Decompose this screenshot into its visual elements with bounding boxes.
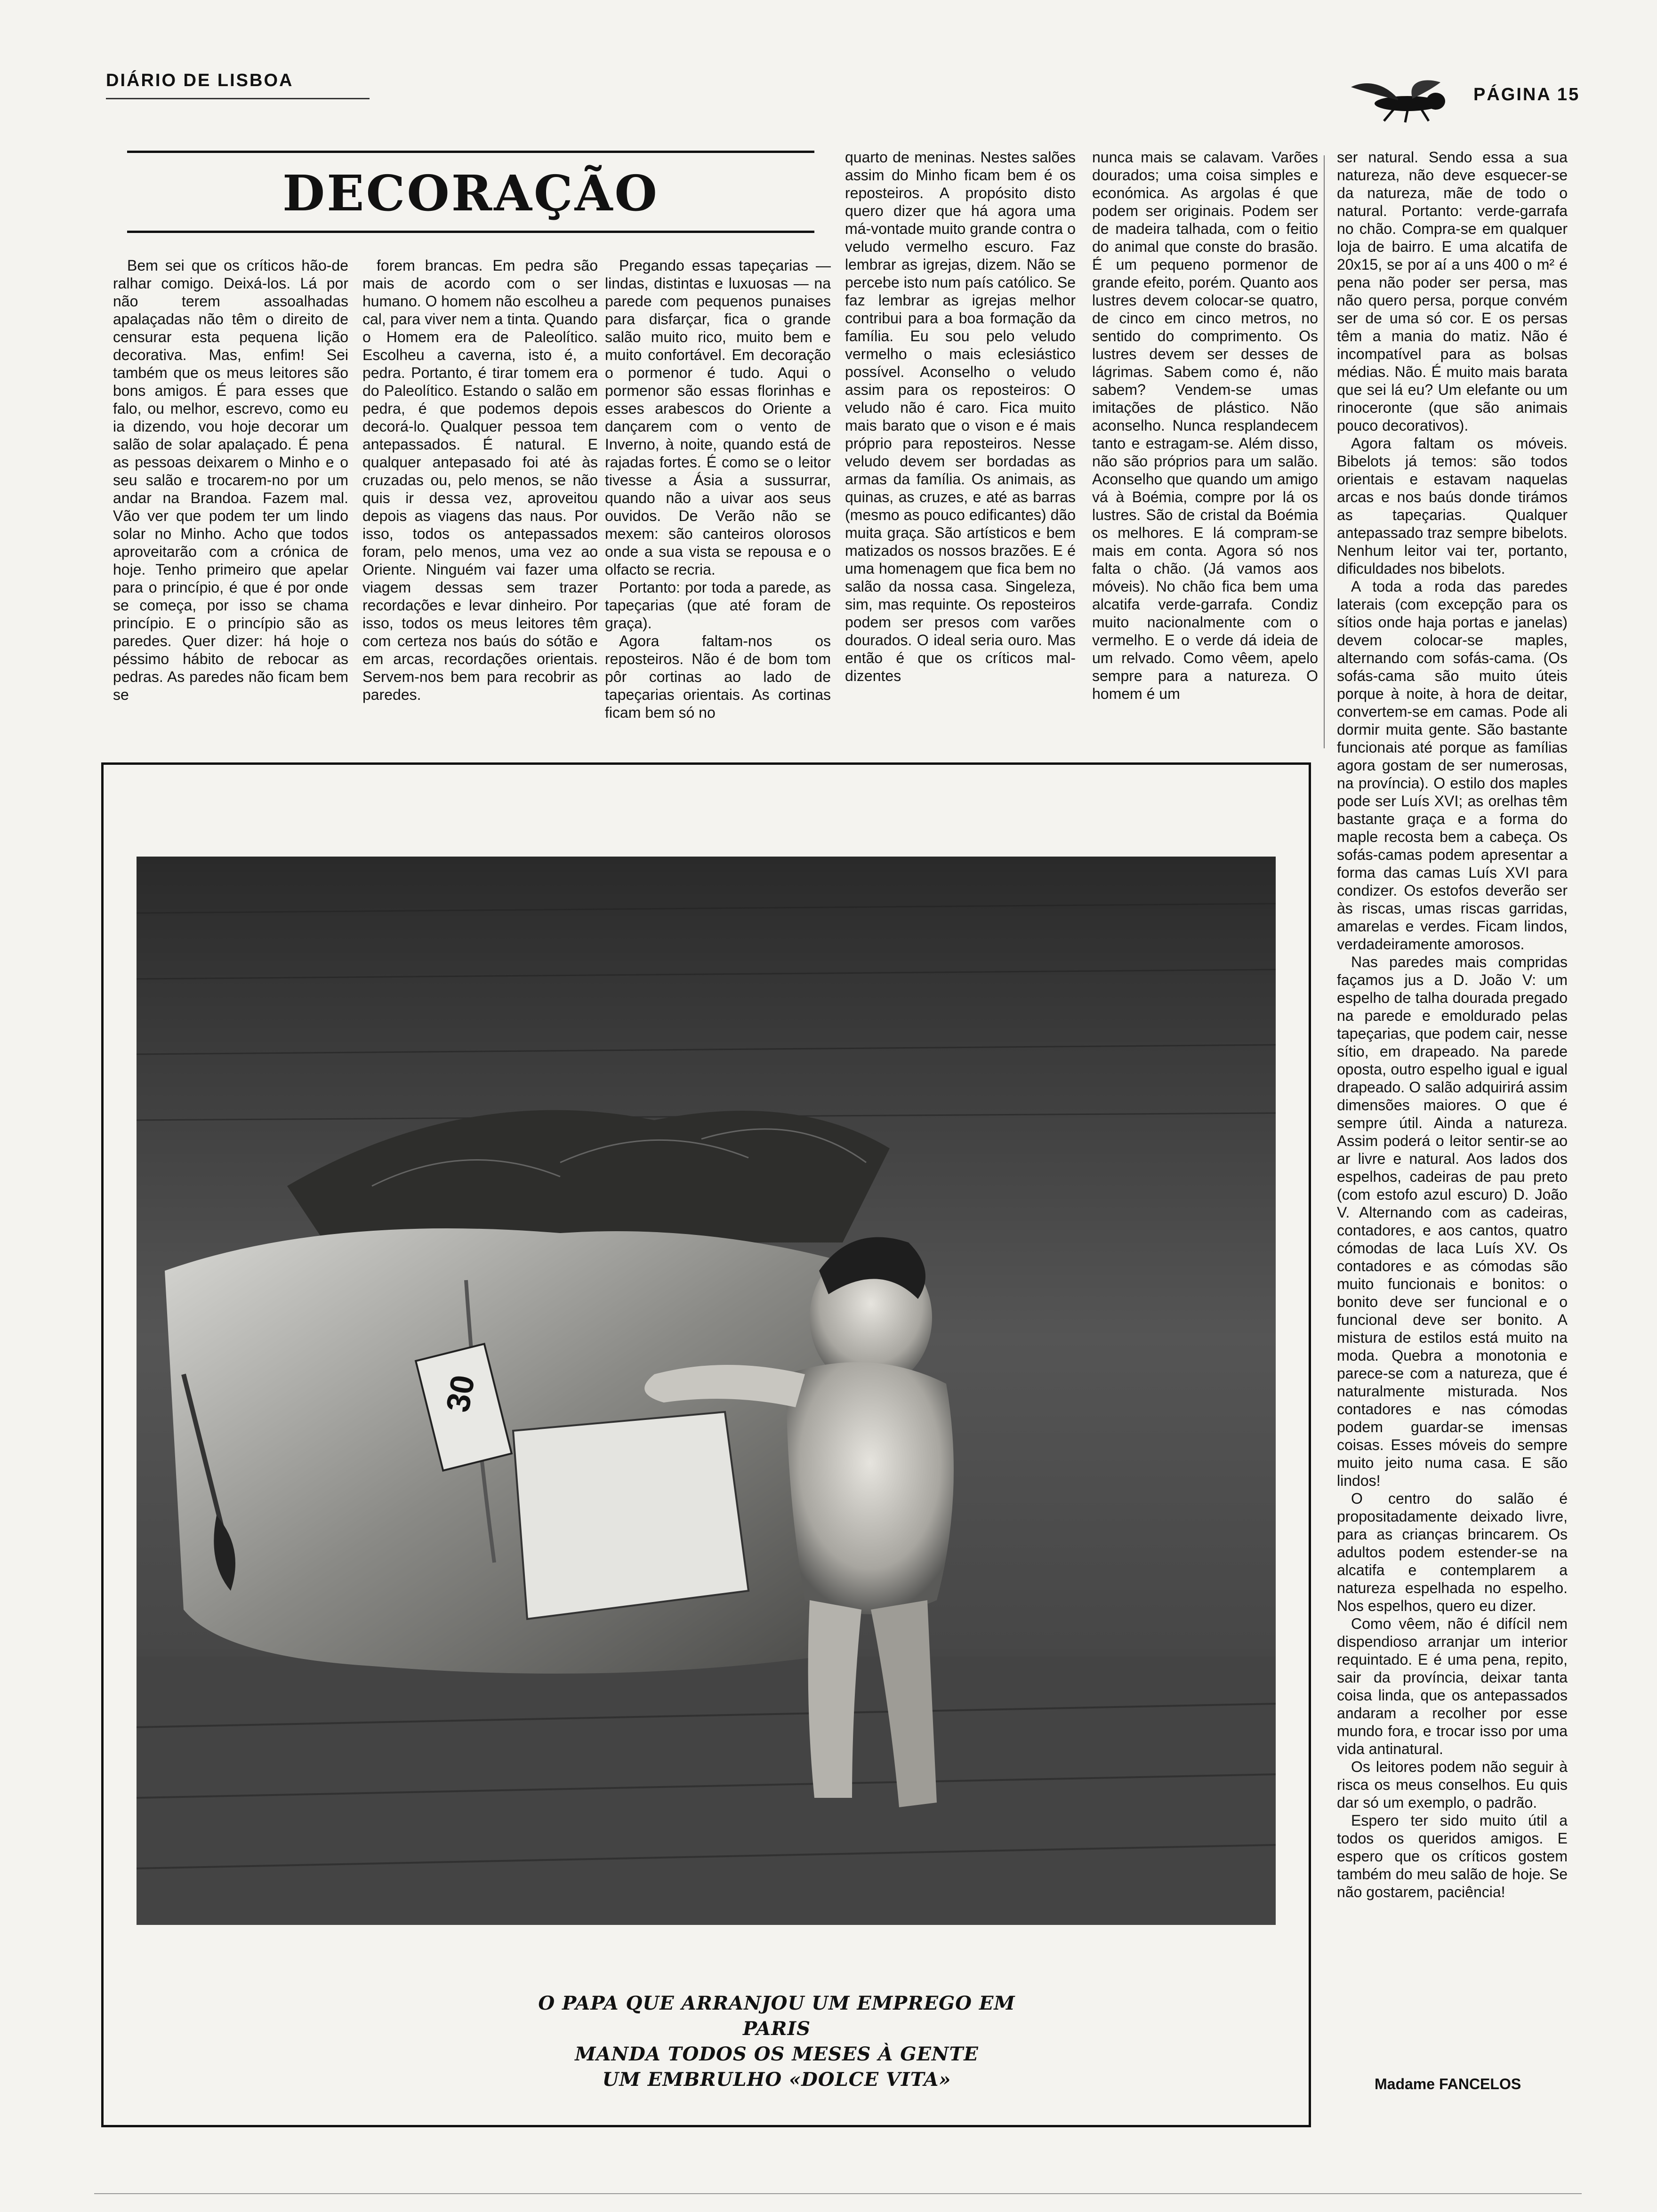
caption-line: MANDA TODOS OS MESES À GENTE [575,2043,979,2065]
paragraph: A toda a roda das paredes laterais (com excepção para os sítios onde haja portas e janelas) devem colocar-se maples, alternando com sofás-cama. (Os sofás-cama são muito úteis porque à noite, à hora de deitar, convertem-se em camas. Pode ali dormir muita gente. São bastante funcionais até porque as famílias agora gostam de ser numerosas, na província). O estilo dos maples pode ser Luís XVI; as orelhas têm bastante graça e a forma do maple recosta bem a cabeça. Os sofás-camas podem apresentar a forma das camas Luís XVI para condizer. Os estofos deverão ser às riscas, umas riscas garridas, amarelas e verdes. Ficam lindos, verdadeiramente amorosos. [1337,578,1568,953]
paragraph: Agora faltam-nos os reposteiros. Não é de bom tom pôr cortinas ao lado de tapeçarias orientais. As cortinas ficam bem só no [605,633,831,721]
paragraph: Portanto: por toda a parede, as tapeçarias (que até foram de graça). [605,579,831,632]
article-column-5 [1092,148,1318,751]
paragraph: nunca mais se calavam. Varões dourados; uma coisa simples e económica. As argolas é que podem ser originais. Podem ser de madeira talhada, com o feitio do animal que conste do brasão. É um pequeno pormenor de grande efeito, porém. Quanto aos lustres devem colocar-se quatro, de cinco em cinco metros, no sentido do comprimento. Os lustres devem ser desses de lágrimas. Sabem como é, não sabem? Vendem-se umas imitações de plástico. Não aconselho. Nunca resplandecem tanto e estragam-se. Além disso, não são próprios para um salão. Aconselho que quando um amigo vá à Boémia, compre por lá os lustres. São de cristal da Boémia os melhores. E lá compram-se mais em conta. Agora só nos falta o chão. (Já vamos aos móveis). No chão fica bem uma alcatifa verde-garrafa. Condiz muito nacionalmente com o vermelho. E o verde dá ideia de um relvado. Como vêem, apelo sempre para a natureza. O homem é um [1092,149,1318,702]
price-tag: 30 [439,1372,482,1415]
article-title: DECORAÇÃO [282,164,659,222]
fly-icon [1346,78,1459,125]
paragraph: forem brancas. Em pedra são mais de acordo com o ser humano. O homem não escolheu a cal, para viver nem a tinta. Quando o Homem era de Paleolítico. Escolheu a caverna, isto é, a pedra. Portanto, é tirar tomem era do Paleolítico. Estando o salão em pedra, é que podemos depois decorá-lo. Qualquer pessoa tem antepassados. É natural. E qualquer antepasado foi até às cruzadas ou, pelo menos, se não quis ir dessa vez, aproveitou depois as viagens das naus. Por isso, todos os antepassados foram, pelo menos, uma vez ao Oriente. Ninguém vai fazer uma viagem dessas sem trazer recordações e levar dinheiro. Por isso, todos os meus leitores têm com certeza nos baús do sótão e em arcas, recordações orientais. Servem-nos bem para recobrir as paredes. [362,257,598,703]
paragraph: Nas paredes mais compridas façamos jus a D. João V: um espelho de talha dourada pregado na parede e emoldurado pelas tapeçarias, que podem cair, nesse sítio, em drapeado. Na parede oposta, outro espelho igual e igual drapeado. O salão adquirirá assim dimensões maiores. O que é sempre útil. Ainda a natureza. Assim poderá o leitor sentir-se ao ar livre e natural. Aos lados dos espelhos, cadeiras de pau preto (com estofo azul escuro) D. João V. Alternando com as cadeiras, contadores, e aos cantos, quatro cómodas de laca Luís XV. Os contadores e as cómodas são muito funcionais e bonitos: o bonito deve ser funcional e o funcional deve ser bonito. A mistura de estilos está muito na moda. Quebra a monotonia e parece-se com a natureza, que é naturalmente misturada. Nos contadores e nas cómodas podem guardar-se imensas coisas. Esses móveis do sempre muito jeito numa casa. E são lindos! [1337,954,1568,1489]
title-rule-top [127,151,814,153]
photo-child-with-parcel [137,857,1276,1925]
article-column-4 [845,148,1076,751]
title-rule-bottom [127,231,814,233]
column-divider [1324,155,1325,748]
article-column-6 [1337,148,1568,2073]
paragraph: Agora faltam os móveis. Bibelots já temos: são todos orientais e estavam naquelas arcas e nos baús donde tirámos as tapeçarias. Qualquer antepassado traz sempre bibelots. Nenhum leitor vai ter, portanto, dificuldades nos bibelots. [1337,435,1568,577]
paragraph: quarto de meninas. Nestes salões assim do Minho ficam bem é os reposteiros. A propósito disto quero dizer que há agora uma má-vontade muito grande contra o veludo vermelho escuro. Faz lembrar as igrejas, dizem. Não se percebe isto num país católico. Se faz lembrar as igrejas melhor contribui para a boa formação da família. Eu sou pelo veludo vermelho o mais eclesiástico possível. Aconselho o veludo assim para os reposteiros: O veludo não é caro. Fica muito mais barato que o vison e é mais próprio para reposteiros. Nesse veludo devem ser bordadas as armas da família. Os animais, as quinas, as cruzes, e até as barras (mesmo as pouco edificantes) dão muita graça. São artísticos e bem matizados os nossos brazões. E é uma homenagem que fica bem no salão da nossa casa. Singeleza, sim, mas requinte. Os reposteiros podem ser presos com varões dourados. O ideal seria ouro. Mas então é que os críticos mal-dizentes [845,149,1076,684]
masthead-paper-name: DIÁRIO DE LISBOA [106,71,294,90]
photo-caption [518,1991,1036,2092]
author-signature: Madame FANCELOS [1375,2076,1521,2092]
paragraph: Os leitores podem não seguir à risca os meus conselhos. Eu quis dar só um exemplo, o padrão. [1337,1758,1568,1811]
article-column-1 [113,256,348,751]
caption-line: UM EMBRULHO «DOLCE VITA» [602,2068,951,2091]
masthead-page-label: PÁGINA 15 [1473,85,1580,104]
paragraph: ser natural. Sendo essa a sua natureza, não deve esquecer-se da natureza, mãe de todo o natural. Portanto: verde-garrafa no chão. Compra-se em qualquer loja de bairro. E uma alcatifa de 20x15, se por aí a uns 400 o m² é pena não poder ser persa, mas não quero persa, porque convém ser de uma só cor. E os persas têm a mania do matiz. Não é incompatível para as bolsas médias. Não. É muito mais barata que sei lá eu? Um elefante ou um rinoceronte (que são animais pouco decorativos). [1337,149,1568,434]
article-column-3 [605,256,831,751]
paragraph: Espero ter sido muito útil a todos os queridos amigos. E espero que os críticos gostem também do meu salão de hoje. Se não gostarem, paciência! [1337,1812,1568,1900]
page-bottom-rule [94,2193,1582,2194]
paragraph: Pregando essas tapeçarias — lindas, distintas e luxuosas — na parede com pequenos punaises para disfarçar, fica o grande salão muito rico, muito bem e muito confortável. Em decoração o pormenor é tudo. Aqui o pormenor são essas florinhas e esses arabescos do Oriente a dançarem com o vento de Inverno, à noite, quando está de rajadas fortes. É como se o leitor tivesse a Ásia a sussurrar, quando não a uivar aos seus ouvidos. De Verão não se mexem: são canteiros olorosos onde a sua vista se repousa e o olfacto se recria. [605,257,831,578]
masthead-rule [106,98,370,99]
paragraph: Como vêem, não é difícil nem dispendioso arranjar um interior requintado. E é uma pena, repito, sair da província, deixar tanta coisa linda, que os antepassados andaram a recolher por esse mundo fora, e trocar isso por uma vida antinatural. [1337,1615,1568,1757]
article-column-2 [362,256,598,751]
paragraph: Bem sei que os críticos hão-de ralhar comigo. Deixá-los. Lá por não terem assoalhadas apalaçadas não têm o direito de censurar esta pequena lição decorativa. Mas, enfim! Sei também que os meus leitores são bons amigos. É para esses que falo, ou melhor, escrevo, como eu ia dizendo, vou hoje decorar um salão de solar apalaçado. É pena as pessoas deixarem o Minho e o seu salão e trocarem-no por um andar na Brandoa. Fazem mal. Vão ver que podem ter um lindo solar no Minho. Acho que todos aproveitarão com a crónica de hoje. Tenho primeiro que apelar para o princípio, é que é por onde se começa, por isso se chama princípio. E o princípio são as paredes. Quer dizer: há hoje o péssimo hábito de rebocar as pedras. As paredes não ficam bem se [113,257,348,703]
paragraph: O centro do salão é propositadamente deixado livre, para as crianças brincarem. Os adultos podem estender-se na alcatifa e contemplarem a natureza espelhada no espelho. Nos espelhos, quero eu dizer. [1337,1490,1568,1614]
caption-line: O PAPA QUE ARRANJOU UM EMPREGO EM PARIS [538,1992,1015,2040]
